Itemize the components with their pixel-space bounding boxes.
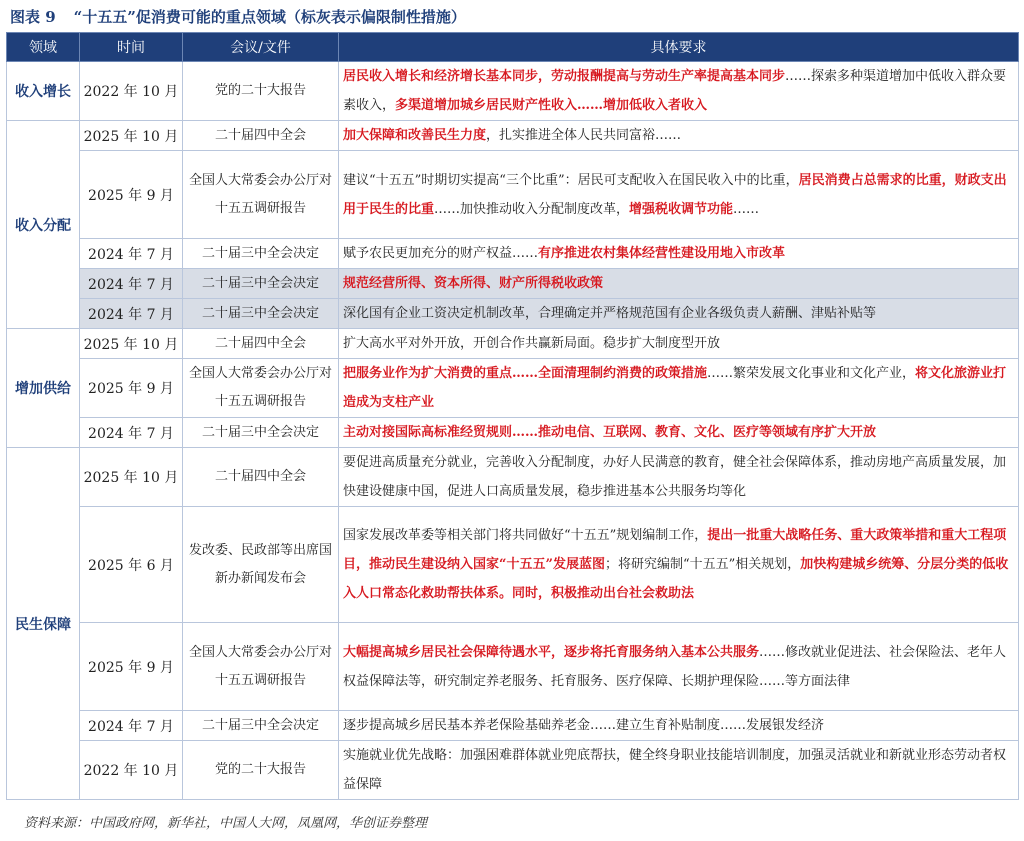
header-time: 时间	[80, 33, 183, 62]
row-document: 二十届三中全会决定	[183, 299, 339, 329]
requirement-text: 国家发展改革委等相关部门将共同做好“十五五”规划编制工作，	[343, 528, 708, 543]
domain-livelihood: 民生保障	[7, 448, 80, 800]
highlighted-text: 加大保障和改善民生力度	[343, 128, 487, 143]
header-document: 会议/文件	[183, 33, 339, 62]
highlighted-text: 加快构建城乡统筹、分层分类的低收入人口常态化救助帮扶体系。同时，积极推动出台社会救助法	[343, 557, 1009, 601]
row-time: 2024 年 7 月	[80, 239, 183, 269]
row-requirements	[339, 151, 1019, 239]
row-document: 二十届四中全会	[183, 121, 339, 151]
highlighted-text: 居民消费占总需求的比重，财政支出用于民生的比重	[343, 172, 1007, 217]
row-document: 二十届四中全会	[183, 448, 339, 507]
row-time: 2025 年 9 月	[80, 359, 183, 418]
table-row	[7, 329, 1019, 359]
highlighted-text: 将文化旅游业打造成为支柱产业	[343, 366, 1007, 410]
requirement-text: 建议“十五五”时期切实提高“三个比重”：居民可支配收入在国民收入中的比重，	[343, 172, 799, 188]
row-document: 全国人大常委会办公厅对十五五调研报告	[183, 151, 339, 239]
requirement-text: ……繁荣发展文化事业和文化产业，	[707, 366, 916, 381]
row-document: 二十届三中全会决定	[183, 239, 339, 269]
row-requirements	[339, 299, 1019, 329]
figure-label: 图表 9	[10, 8, 56, 26]
row-time: 2024 年 7 月	[80, 269, 183, 299]
row-time: 2025 年 9 月	[80, 151, 183, 239]
row-document: 发改委、民政部等出席国新办新闻发布会	[183, 507, 339, 623]
row-time: 2022 年 10 月	[80, 62, 183, 121]
table-row	[7, 741, 1019, 800]
requirement-text: 扩大高水平对外开放，开创合作共赢新局面。稳步扩大制度型开放	[343, 336, 721, 351]
row-document: 全国人大常委会办公厅对十五五调研报告	[183, 359, 339, 418]
row-requirements	[339, 711, 1019, 741]
table-row	[7, 418, 1019, 448]
table-header-row	[7, 33, 1019, 62]
row-requirements	[339, 507, 1019, 623]
requirement-text: ，扎实推进全体人民共同富裕……	[486, 128, 682, 143]
source-note: 资料来源：中国政府网，新华社，中国人大网，凤凰网，华创证券整理	[24, 816, 428, 831]
highlighted-text: 主动对接国际高标准经贸规则……推动电信、互联网、教育、文化、医疗等领域有序扩大开放	[343, 425, 877, 440]
requirement-text: 实施就业优先战略：加强困难群体就业兜底帮扶，健全终身职业技能培训制度，加强灵活就业和新就业形态劳动者权益保障	[343, 748, 1007, 792]
figure-title	[10, 4, 466, 30]
header-domain: 领域	[7, 33, 80, 62]
row-document: 党的二十大报告	[183, 741, 339, 800]
requirement-text: 要促进高质量充分就业，完善收入分配制度，办好人民满意的教育，健全社会保障体系，推动房地产高质量发展，加快建设健康中国，促进人口高质量发展，稳步推进基本公共服务均等化	[343, 455, 1007, 499]
row-time: 2025 年 10 月	[80, 329, 183, 359]
row-time: 2025 年 10 月	[80, 121, 183, 151]
requirement-text: ……	[733, 201, 760, 217]
row-document: 党的二十大报告	[183, 62, 339, 121]
row-time: 2025 年 6 月	[80, 507, 183, 623]
highlighted-text: 居民收入增长和经济增长基本同步，劳动报酬提高与劳动生产率提高基本同步	[343, 69, 786, 84]
requirement-text: ……探索多种渠道增加中低收入群众要素收入，	[343, 69, 1007, 113]
header-requirements: 具体要求	[339, 33, 1019, 62]
table-row	[7, 151, 1019, 239]
row-time: 2022 年 10 月	[80, 741, 183, 800]
table-row	[7, 448, 1019, 507]
highlighted-text: 把服务业作为扩大消费的重点……全面清理制约消费的政策措施	[343, 366, 708, 381]
requirement-text: 深化国有企业工资决定机制改革，合理确定并严格规范国有企业各级负责人薪酬、津贴补贴等	[343, 306, 877, 321]
row-time: 2024 年 7 月	[80, 299, 183, 329]
row-document: 二十届三中全会决定	[183, 418, 339, 448]
table-row	[7, 359, 1019, 418]
table-row	[7, 62, 1019, 121]
domain-supply: 增加供给	[7, 329, 80, 448]
row-document: 二十届四中全会	[183, 329, 339, 359]
highlighted-text: 增强税收调节功能	[629, 201, 734, 217]
highlighted-text: 规范经营所得、资本所得、财产所得税收政策	[343, 276, 604, 291]
domain-income-growth: 收入增长	[7, 62, 80, 121]
figure-caption: “十五五”促消费可能的重点领域（标灰表示偏限制性措施）	[73, 8, 466, 26]
table-row	[7, 121, 1019, 151]
table-row-restrictive	[7, 269, 1019, 299]
highlighted-text: 大幅提高城乡居民社会保障待遇水平，逐步将托育服务纳入基本公共服务	[343, 644, 760, 660]
row-document: 二十届三中全会决定	[183, 711, 339, 741]
requirement-text: ……加快推动收入分配制度改革，	[434, 201, 630, 217]
row-time: 2025 年 10 月	[80, 448, 183, 507]
row-time: 2024 年 7 月	[80, 711, 183, 741]
table-row	[7, 239, 1019, 269]
row-requirements	[339, 269, 1019, 299]
row-requirements	[339, 741, 1019, 800]
row-requirements	[339, 62, 1019, 121]
highlighted-text: 提出一批重大战略任务、重大政策举措和重大工程项目，推动民生建设纳入国家“十五五”发展蓝图	[343, 528, 1007, 572]
table-row	[7, 507, 1019, 623]
highlighted-text: 有序推进农村集体经营性建设用地入市改革	[538, 246, 786, 261]
row-requirements	[339, 359, 1019, 418]
row-requirements	[339, 623, 1019, 711]
requirement-text: 逐步提高城乡居民基本养老保险基础养老金……建立生育补贴制度……发展银发经济	[343, 718, 825, 733]
row-requirements	[339, 239, 1019, 269]
row-requirements	[339, 418, 1019, 448]
row-requirements	[339, 448, 1019, 507]
row-time: 2025 年 9 月	[80, 623, 183, 711]
requirement-text: ……修改就业促进法、社会保险法、老年人权益保障法等，研究制定养老服务、托育服务、医疗保障、长期护理保险……等方面法律	[343, 644, 1007, 689]
requirement-text: 赋予农民更加充分的财产权益……	[343, 246, 539, 261]
row-time: 2024 年 7 月	[80, 418, 183, 448]
row-requirements	[339, 329, 1019, 359]
table-row	[7, 623, 1019, 711]
table-row	[7, 711, 1019, 741]
policy-table	[6, 32, 1019, 800]
requirement-text: ；将研究编制“十五五”相关规划，	[604, 557, 801, 572]
row-document: 二十届三中全会决定	[183, 269, 339, 299]
table-row-restrictive	[7, 299, 1019, 329]
domain-income-distribution: 收入分配	[7, 121, 80, 329]
row-requirements	[339, 121, 1019, 151]
row-document: 全国人大常委会办公厅对十五五调研报告	[183, 623, 339, 711]
highlighted-text: 多渠道增加城乡居民财产性收入……增加低收入者收入	[395, 98, 708, 113]
